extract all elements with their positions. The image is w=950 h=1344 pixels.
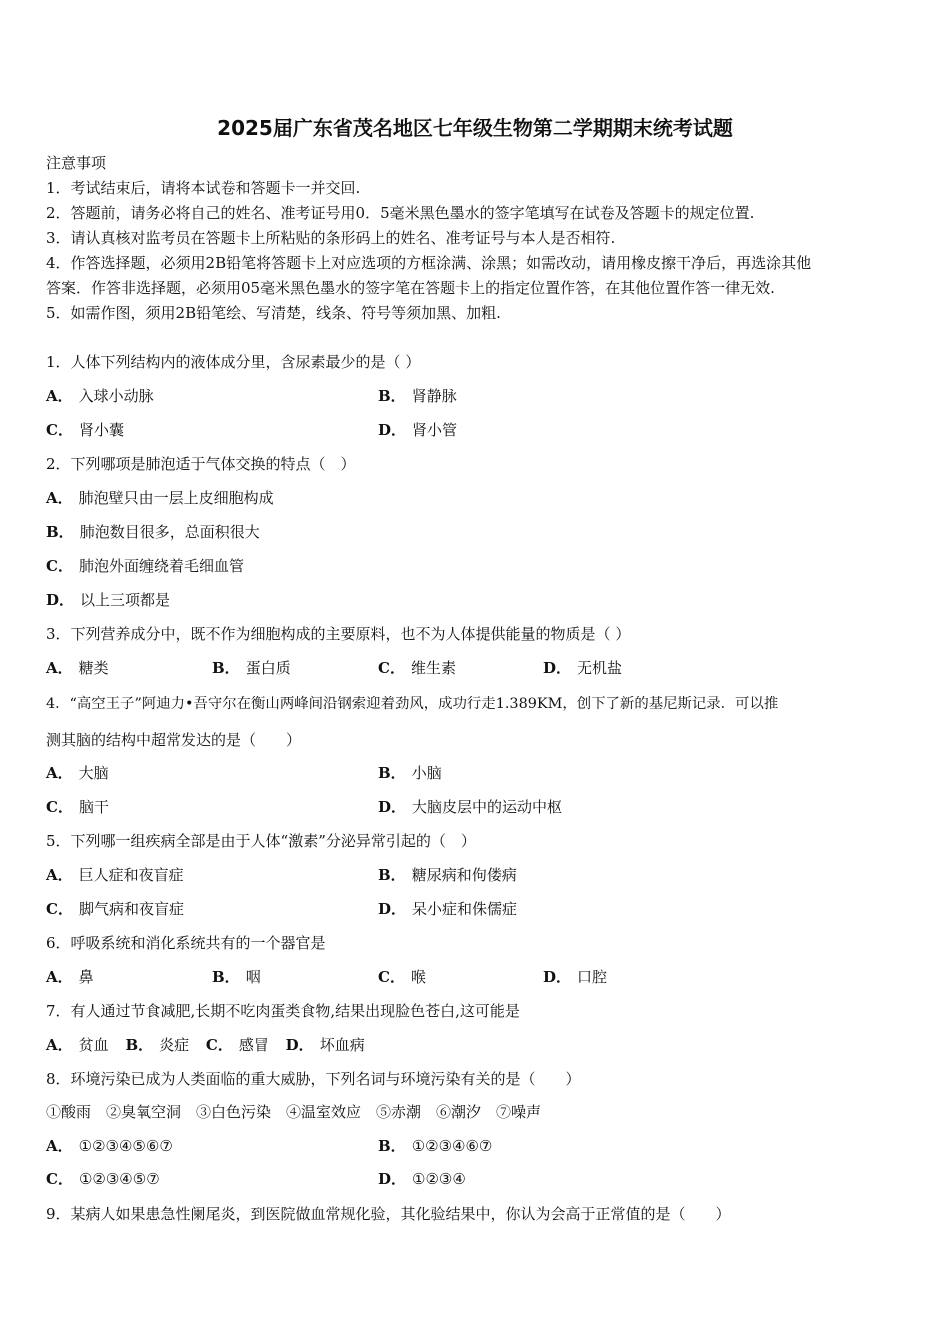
option-a: A． 大脑: [46, 764, 109, 782]
option-b: B． 肾静脉: [378, 387, 457, 405]
option-c: C． 感冒: [205, 1036, 269, 1054]
notice-heading: 注意事项: [46, 154, 107, 172]
option-c: C． 脑干: [46, 798, 109, 816]
notice-item: 3．请认真核对监考员在答题卡上所粘贴的条形码上的姓名、准考证号与本人是否相符.: [46, 229, 616, 247]
option-c: C． 维生素: [378, 659, 456, 677]
question-stem: 9．某病人如果患急性阑尾炎，到医院做血常规化验，其化验结果中，你认为会高于正常值的是（ ）: [46, 1205, 731, 1223]
option-c: C． 喉: [378, 968, 426, 986]
question-stem: 1．人体下列结构内的液体成分里，含尿素最少的是（ ）: [46, 353, 421, 371]
option-a: A． 鼻: [46, 968, 94, 986]
option-a: A． 肺泡壁只由一层上皮细胞构成: [46, 489, 274, 507]
option-d: D． 肾小管: [378, 421, 458, 439]
option-a: A． 巨人症和夜盲症: [46, 866, 184, 884]
option-b: B． 小脑: [378, 764, 442, 782]
option-c: C． 肺泡外面缠绕着毛细血管: [46, 557, 244, 575]
option-a: A． 糖类: [46, 659, 109, 677]
option-d: D． 口腔: [543, 968, 608, 986]
notice-item: 答案．作答非选择题，必须用05毫米黑色墨水的签字笔在答题卡上的指定位置作答，在其他位置作答一律无效.: [46, 279, 775, 297]
option-b: B． 咽: [212, 968, 261, 986]
question-stem: 7．有人通过节食减肥,长期不吃肉蛋类食物,结果出现脸色苍白,这可能是: [46, 1002, 520, 1020]
question-stem: 4．“高空王子”阿迪力•吾守尔在衡山两峰间沿钢索迎着劲风，成功行走1.389KM，创下了新的基尼斯记录．可以推: [46, 696, 779, 712]
option-d: D． 大脑皮层中的运动中枢: [378, 798, 563, 816]
notice-item: 5．如需作图，须用2B铅笔绘、写清楚，线条、符号等须加黑、加粗.: [46, 304, 501, 322]
notice-item: 2．答题前，请务必将自己的姓名、准考证号用0．5毫米黑色墨水的签字笔填写在试卷及答题卡的规定位置.: [46, 204, 755, 222]
question-stem: 6．呼吸系统和消化系统共有的一个器官是: [46, 934, 326, 952]
question-stem: 3．下列营养成分中，既不作为细胞构成的主要原料，也不为人体提供能量的物质是（ ）: [46, 625, 631, 643]
question-stem: 8．环境污染已成为人类面临的重大威胁，下列名词与环境污染有关的是（ ）: [46, 1070, 581, 1088]
option-d: D． 以上三项都是: [46, 591, 171, 609]
option-b: B． 肺泡数目很多，总面积很大: [46, 523, 260, 541]
option-b: B． 炎症: [125, 1036, 190, 1054]
option-d: D． 坏血病: [285, 1036, 365, 1054]
question-stem-continued: 测其脑的结构中超常发达的是（ ）: [46, 731, 302, 749]
option-d: D． 无机盐: [543, 659, 623, 677]
option-a: A． 贫血: [46, 1036, 109, 1054]
option-d: D． ①②③④: [378, 1170, 466, 1188]
notice-item: 4．作答选择题，必须用2B铅笔将答题卡上对应选项的方框涂满、涂黑；如需改动，请用橡皮擦干净后，再选涂其他: [46, 254, 812, 272]
question-stem: 5．下列哪一组疾病全部是由于人体“激素”分泌异常引起的（ ）: [46, 832, 476, 850]
question-stem: 2．下列哪项是肺泡适于气体交换的特点（ ）: [46, 455, 356, 473]
option-b: B． ①②③④⑥⑦: [378, 1137, 493, 1155]
page-title: 2025届广东省茂名地区七年级生物第二学期期末统考试题: [217, 116, 733, 140]
option-row: [46, 1034, 377, 1055]
option-c: C． 脚气病和夜盲症: [46, 900, 184, 918]
option-a: A． ①②③④⑤⑥⑦: [46, 1137, 173, 1155]
option-b: B． 蛋白质: [212, 659, 291, 677]
option-a: A． 入球小动脉: [46, 387, 154, 405]
option-c: C． 肾小囊: [46, 421, 124, 439]
option-b: B． 糖尿病和佝偻病: [378, 866, 517, 884]
option-c: C． ①②③④⑤⑦: [46, 1170, 160, 1188]
notice-item: 1．考试结束后，请将本试卷和答题卡一并交回.: [46, 179, 361, 197]
term-list: ①酸雨 ②臭氧空洞 ③白色污染 ④温室效应 ⑤赤潮 ⑥潮汐 ⑦噪声: [46, 1103, 542, 1121]
option-d: D． 呆小症和侏儒症: [378, 900, 518, 918]
